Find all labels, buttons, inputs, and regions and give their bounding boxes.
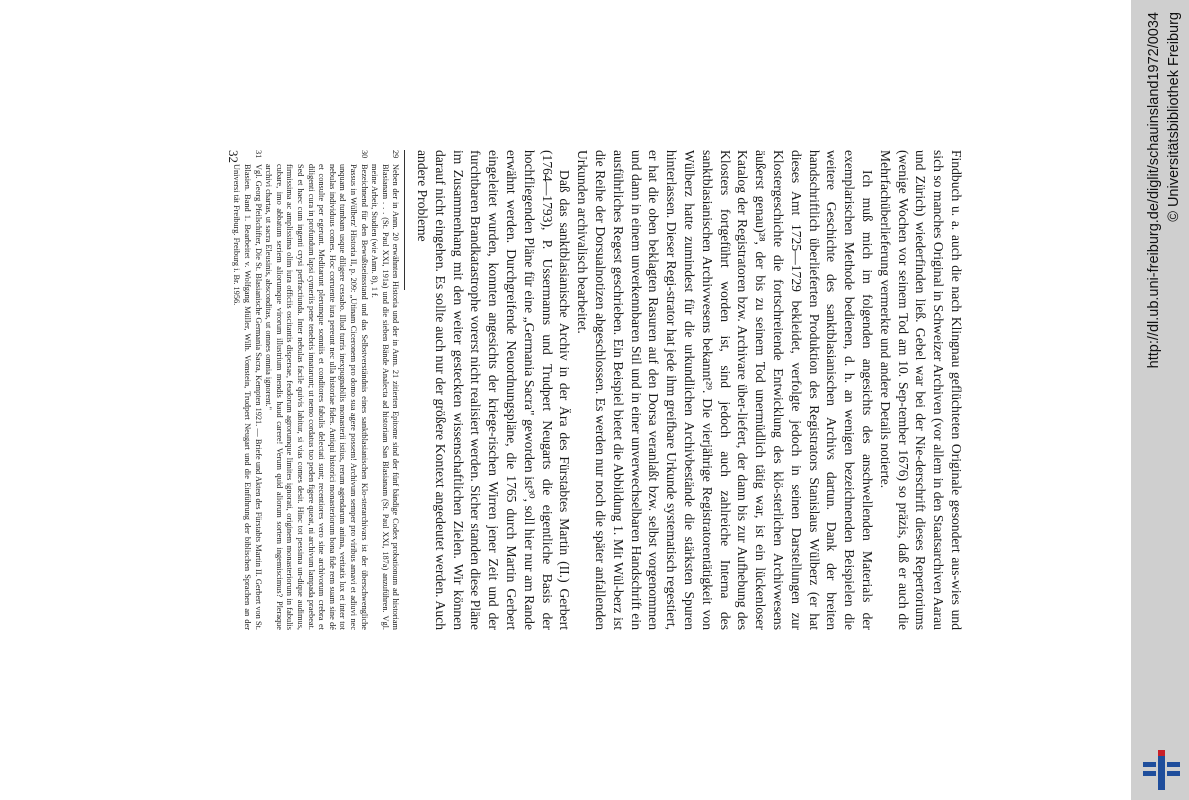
footnote-number: 31	[253, 150, 263, 159]
footnote-30	[263, 150, 369, 630]
footnote-number: 30	[359, 150, 369, 159]
footnote-text: Bezeichnend für den Bewußtseinsstand und das Selbstverständnis eines sanktblasianischen Klo-sterarchivars ist der überschwengliche Passus in Wülberz' Historia II, p. 209: „Utinam Ciceronem pro domo sua agere possem! Archivum semper pro viribus amavi et adiuvi nec unquam ad tumbam usque diligere cessabo. Illud turris inexpugnabilis monasterii istius, rerum agendarum anima, veritatis lux et inter tot nebulas individuus comes. Hoc corruente iura pereunt nec ulla historiae fides. Antiqui historici monasteriorum bona fide rem suam sine dé et consulte per egerunt. Meditarunt plerumque somniis et conditores fabulis delectati sunt; recentiores vero sine archivorum crebra et diligenti cura in profundum lapsi cymeriis pene tenebris innatarunt; ut nemo cordatus tuo peden figere queat, ni archivum lampada praebeat. Sed et haec cum ingenti crysi perfractiunda. Inter nebulas facile quivis labitur, si vias comes desit. Hinc tot pessima un-dique audimus, firmissima ac amplissima olim iura officiis oscitantis dispersae, feudorum agrorumque limites ignorati, originem monasteriorum in fabulis cubare, imo abbatum seriem aliorumque virorum illustrium mendis haud carere! Verum quid aliorum sortem ingemiscimus? Pleraque archivi chartas, ut sacra Eleusinis, absconditas, ut omnes omnia ignorent."	[264, 164, 369, 630]
copyright-text: © Universitätsbibliothek Freiburg	[1166, 12, 1182, 222]
footnote-text: Vgl. Georg Pfeilschifter, Die St. Blasianische Germania Sacra, Kempten 1921. — Briefe und Akten des Fürstabts Martin II. Gerbert von St. Blasien. Band 1. Bearbeitet v. Wolfgang Müller, Wilh. Vomstein, Trudpert Neugart und die Einführung der biblischen Sprachen an der Universi tät Freiburg. Freiburg i. Br. 1956.	[232, 164, 263, 630]
book-page	[225, 150, 965, 630]
copyright-notice	[1166, 0, 1186, 800]
paragraph-1: Findbuch u. a. auch die nach Klingnau geflüchteten Originale gesondert aus-wies und sich so manches Original in Schweizer Archiven (vor allem in den Staatsarchiven Aarau und Zürich) wiederfinden ließ. Gebel war bei der Nie-derschrift dieses Repertoriums (wenige Wochen vor seinem Tod am 10. Sep-tember 1676) so präzis, daß er auch die Mehrfachüberlieferung vermerkte und andere Details notierte.	[877, 150, 964, 630]
footnotes	[231, 150, 401, 630]
body-text	[413, 150, 965, 630]
footnote-text: Neben der in Anm. 20 erwähnten Historia und der in Anm. 21 zitierten Epitome sind der fünf bändige Codex probationum ad historiam Blasianam . . . (St. Paul XXI, 191a) und die sieben Bände Analecta ad historiam San Blasianam (St. Paul XXI, 187a) anzuführen. Vgl. meine Arbeit, Studien (wie Anm. 8), 1 f.	[370, 164, 401, 630]
paragraph-3: Daß das sanktblasianische Archiv in der Ära des Fürstabtes Martin (II.) Gerbert (1764—1793), P. Ussermanns und Trudpert Neugarts die eigentliche Basis der hochfliegenden Pläne für eine „Germania Sacra" geworden ist³⁰, soll hier nur am Rande erwähnt werden. Durchgreifende Neuordnungspläne, die 1765 durch Martin Gerbert eingeleitet wurden, konnten angesichts der kriege-rischen Wirren jener Zeit und der furchtbaren Brandkatastrophe vorerst nicht realisiert werden. Sicher standen diese Pläne im Zusammenhang mit den weiter gesteckten wissenschaftlichen Zielen. Wir können darauf nicht eingehen. Es sollte auch nur der größere Kontext angedeutet werden. Auch andere Probleme	[415, 150, 573, 630]
ub-freiburg-logo-icon	[1141, 748, 1183, 792]
page-number: 32	[226, 150, 241, 163]
footnote-31	[231, 150, 263, 630]
source-url[interactable]	[1146, 0, 1166, 800]
source-url-text[interactable]: http://dl.ub.uni-freiburg.de/diglit/schauinsland1972/0034	[1146, 12, 1162, 369]
footnote-divider	[404, 150, 405, 290]
footnote-29	[369, 150, 401, 630]
footnote-number: 29	[391, 150, 401, 159]
paragraph-2: Ich muß mich im folgenden angesichts des anschwellenden Materials der exemplarischen Methode bedienen, d. h. an wenigen bezeichnenden Beispielen die weitere Geschichte des sanktblasianischen Archivs dartun. Dank der breiten handschriftlich überlieferten Produktion des Registrators Stanislaus Wülberz (er hat dieses Amt 1725—1729 bekleidet, verfolgte jedoch in seinen Darstellungen zur Klostergeschichte die fortschreitende Entwicklung des klö-sterlichen Archivwesens äußerst genau)²⁸, der bis zu seinem Tod unermüdlich tätig war, ist ein lückenloser Katalog der Registratoren bzw. Archivare über-liefert, der dann bis zur Aufhebung des Klosters fortgeführt worden ist, sind jedoch auch zahlreiche Interna des sanktblasianischen Archivwesens bekannt²⁹. Die vierjährige Registratorentätigkeit von Wülberz hatte zumindest für die urkundlichen Archivbestände die stärksten Spuren hinterlassen. Dieser Regi-strator hat jede ihm greifbare Urkunde systematisch regestiert, er hat die oben beklagten Rasuren auf den Dorsa veranlaßt bzw. selbst vorgenommen und dann in einem unverkennbaren Stil und in einer unverwechselbaren Handschrift ein ausführliches Regest geschrieben. Ein Beispiel bietet die Abbildung 1. Mit Wül-berz ist die Reihe der Dorsualnotizen abgeschlossen. Es werden nur noch die später anfallenden Urkunden archivalisch bearbeitet.	[575, 150, 876, 630]
